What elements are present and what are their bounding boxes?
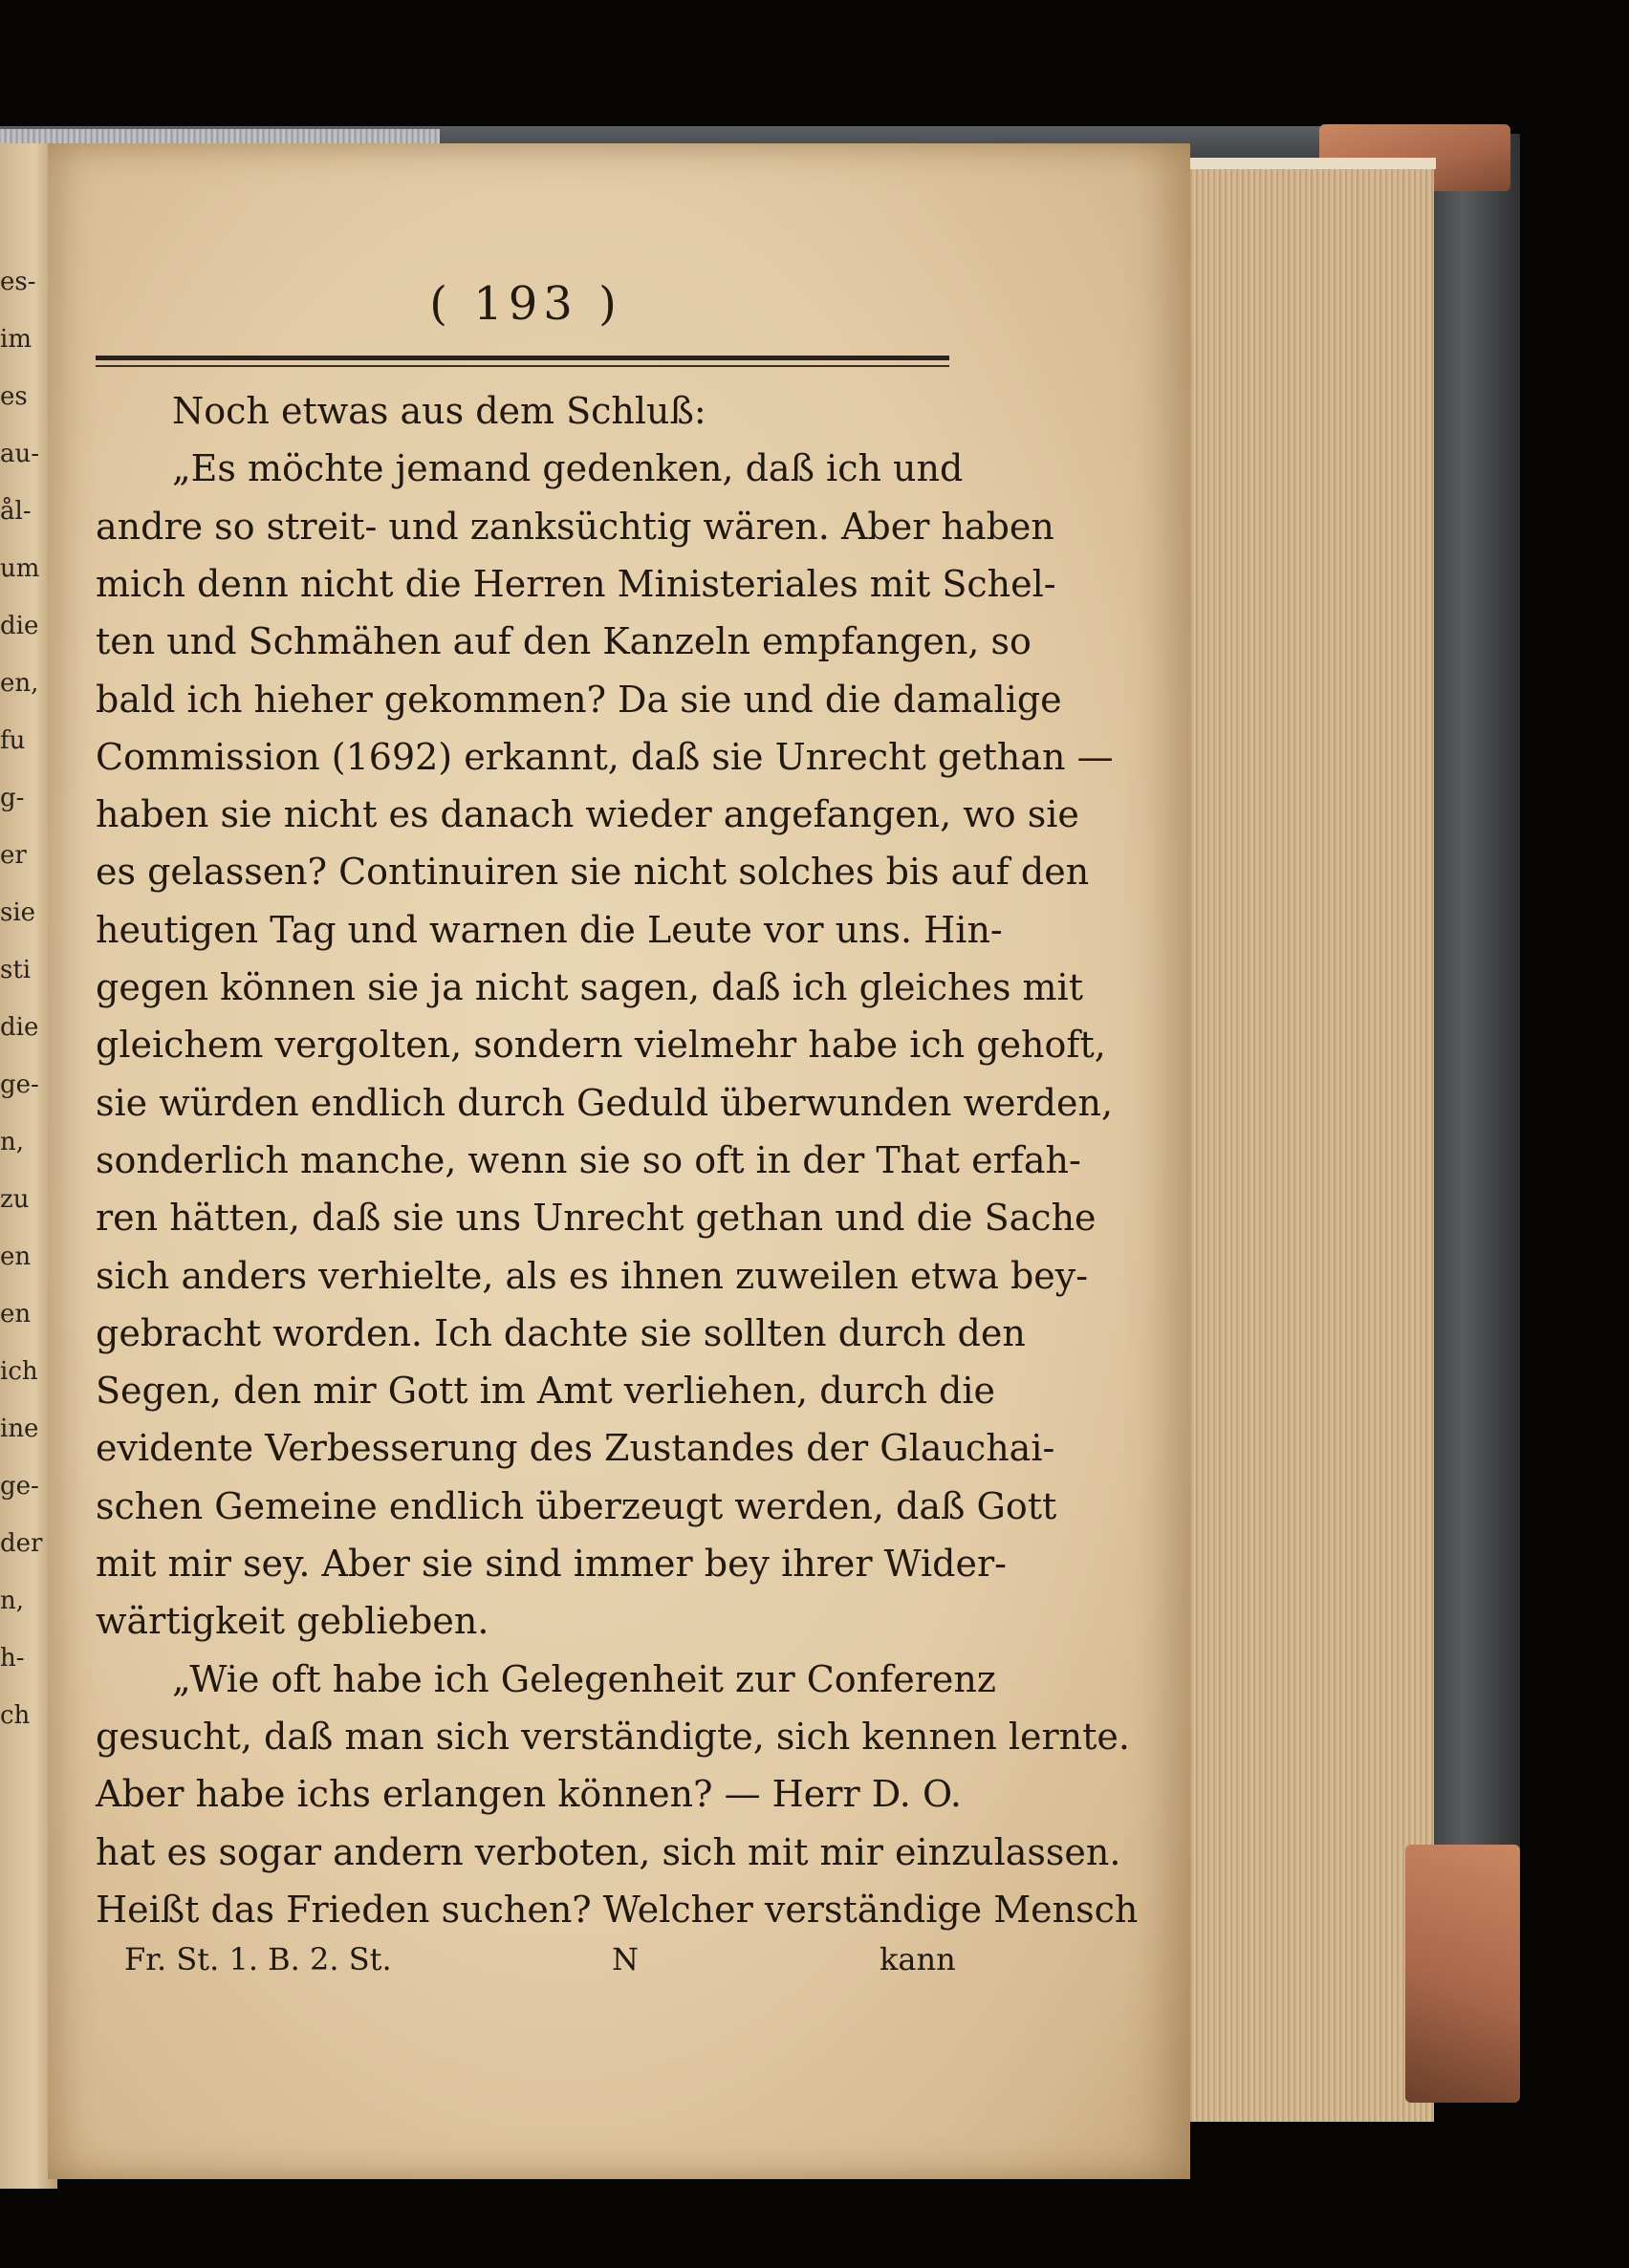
margin-fragment: es — [0, 382, 28, 411]
text-line: Heißt das Frieden suchen? Welcher verständige Mensch — [96, 1888, 1139, 1931]
text-line: gegen können sie ja nicht sagen, daß ich gleiches mit — [96, 966, 1083, 1008]
margin-fragment: die — [0, 1013, 39, 1042]
text-line: Noch etwas aus dem Schluß: — [172, 390, 706, 432]
text-line: ten und Schmähen auf den Kanzeln empfangen, so — [96, 620, 1032, 663]
margin-fragment: die — [0, 612, 39, 640]
header-rule — [96, 356, 949, 360]
text-line: heutigen Tag und warnen die Leute vor uns. Hin- — [96, 908, 1003, 951]
text-line: mich denn nicht die Herren Ministeriales mit Schel- — [96, 562, 1056, 605]
text-line: mit mir sey. Aber sie sind immer bey ihrer Wider- — [96, 1543, 1007, 1585]
leather-corner-bottom — [1405, 1845, 1520, 2103]
page-edges — [1176, 162, 1434, 2122]
text-line: Aber habe ichs erlangen können? — Herr D. O. — [96, 1773, 962, 1816]
margin-fragment: es- — [0, 268, 36, 296]
signature-mark: Fr. St. 1. B. 2. St. — [124, 1941, 392, 1977]
margin-fragment: h- — [0, 1644, 25, 1673]
text-line: Segen, den mir Gott im Amt verliehen, durch die — [96, 1370, 995, 1413]
text-line: sonderlich manche, wenn sie so oft in der That erfah- — [96, 1138, 1081, 1181]
margin-fragment: en, — [0, 669, 39, 698]
text-line: haben sie nicht es danach wieder angefangen, wo sie — [96, 793, 1079, 836]
body-text — [96, 382, 1139, 1950]
catchword: kann — [880, 1941, 956, 1977]
text-line: schen Gemeine endlich überzeugt werden, daß Gott — [96, 1484, 1057, 1527]
text-line: „Es möchte jemand gedenken, daß ich und — [172, 447, 964, 490]
text-line: gleichem vergolten, sondern vielmehr habe ich gehoft, — [96, 1024, 1106, 1067]
text-line: bald ich hieher gekommen? Da sie und die damalige — [96, 678, 1062, 721]
margin-fragment: en — [0, 1300, 32, 1328]
page-number: ( 193 ) — [429, 277, 622, 331]
text-line: Commission (1692) erkannt, daß sie Unrecht gethan — — [96, 735, 1114, 778]
margin-fragment: sie — [0, 898, 36, 927]
margin-fragment: fu — [0, 726, 26, 755]
margin-fragment: en — [0, 1242, 32, 1271]
book-cover-right — [1424, 134, 1520, 2084]
margin-fragment: ich — [0, 1357, 38, 1386]
margin-fragment: der — [0, 1529, 43, 1558]
text-line: „Wie oft habe ich Gelegenheit zur Conferenz — [172, 1657, 996, 1700]
header-rule-thin — [96, 365, 949, 367]
margin-fragment: er — [0, 841, 27, 870]
gathering-letter: N — [612, 1941, 639, 1977]
page-edges-top — [1185, 158, 1436, 169]
text-line: evidente Verbesserung des Zustandes der Glauchai- — [96, 1427, 1055, 1470]
margin-fragment: ch — [0, 1701, 31, 1730]
margin-fragment: im — [0, 325, 32, 354]
text-line: sie würden endlich durch Geduld überwunden werden, — [96, 1081, 1114, 1124]
text-line: sich anders verhielte, als es ihnen zuweilen etwa bey- — [96, 1254, 1089, 1297]
margin-fragment: sti — [0, 956, 32, 984]
margin-fragment: ine — [0, 1415, 39, 1443]
text-line: andre so streit- und zanksüchtig wären. Aber haben — [96, 505, 1054, 548]
text-line: hat es sogar andern verboten, sich mit mir einzulassen. — [96, 1830, 1121, 1873]
text-line: gesucht, daß man sich verständigte, sich kennen lernte. — [96, 1715, 1130, 1758]
margin-fragment: ge- — [0, 1472, 39, 1501]
text-line: ren hätten, daß sie uns Unrecht gethan und die Sache — [96, 1197, 1097, 1240]
margin-fragment: g- — [0, 784, 25, 812]
margin-fragment: zu — [0, 1185, 30, 1214]
margin-fragment: ål- — [0, 497, 32, 526]
text-line: es gelassen? Continuiren sie nicht solches bis auf den — [96, 851, 1090, 894]
margin-fragment: n, — [0, 1128, 25, 1156]
margin-fragment: n, — [0, 1587, 25, 1615]
margin-fragment: ge- — [0, 1070, 39, 1099]
text-line: wärtigkeit geblieben. — [96, 1600, 489, 1643]
margin-fragment: au- — [0, 440, 40, 468]
text-line: gebracht worden. Ich dachte sie sollten durch den — [96, 1311, 1026, 1354]
margin-fragment: um — [0, 554, 40, 583]
